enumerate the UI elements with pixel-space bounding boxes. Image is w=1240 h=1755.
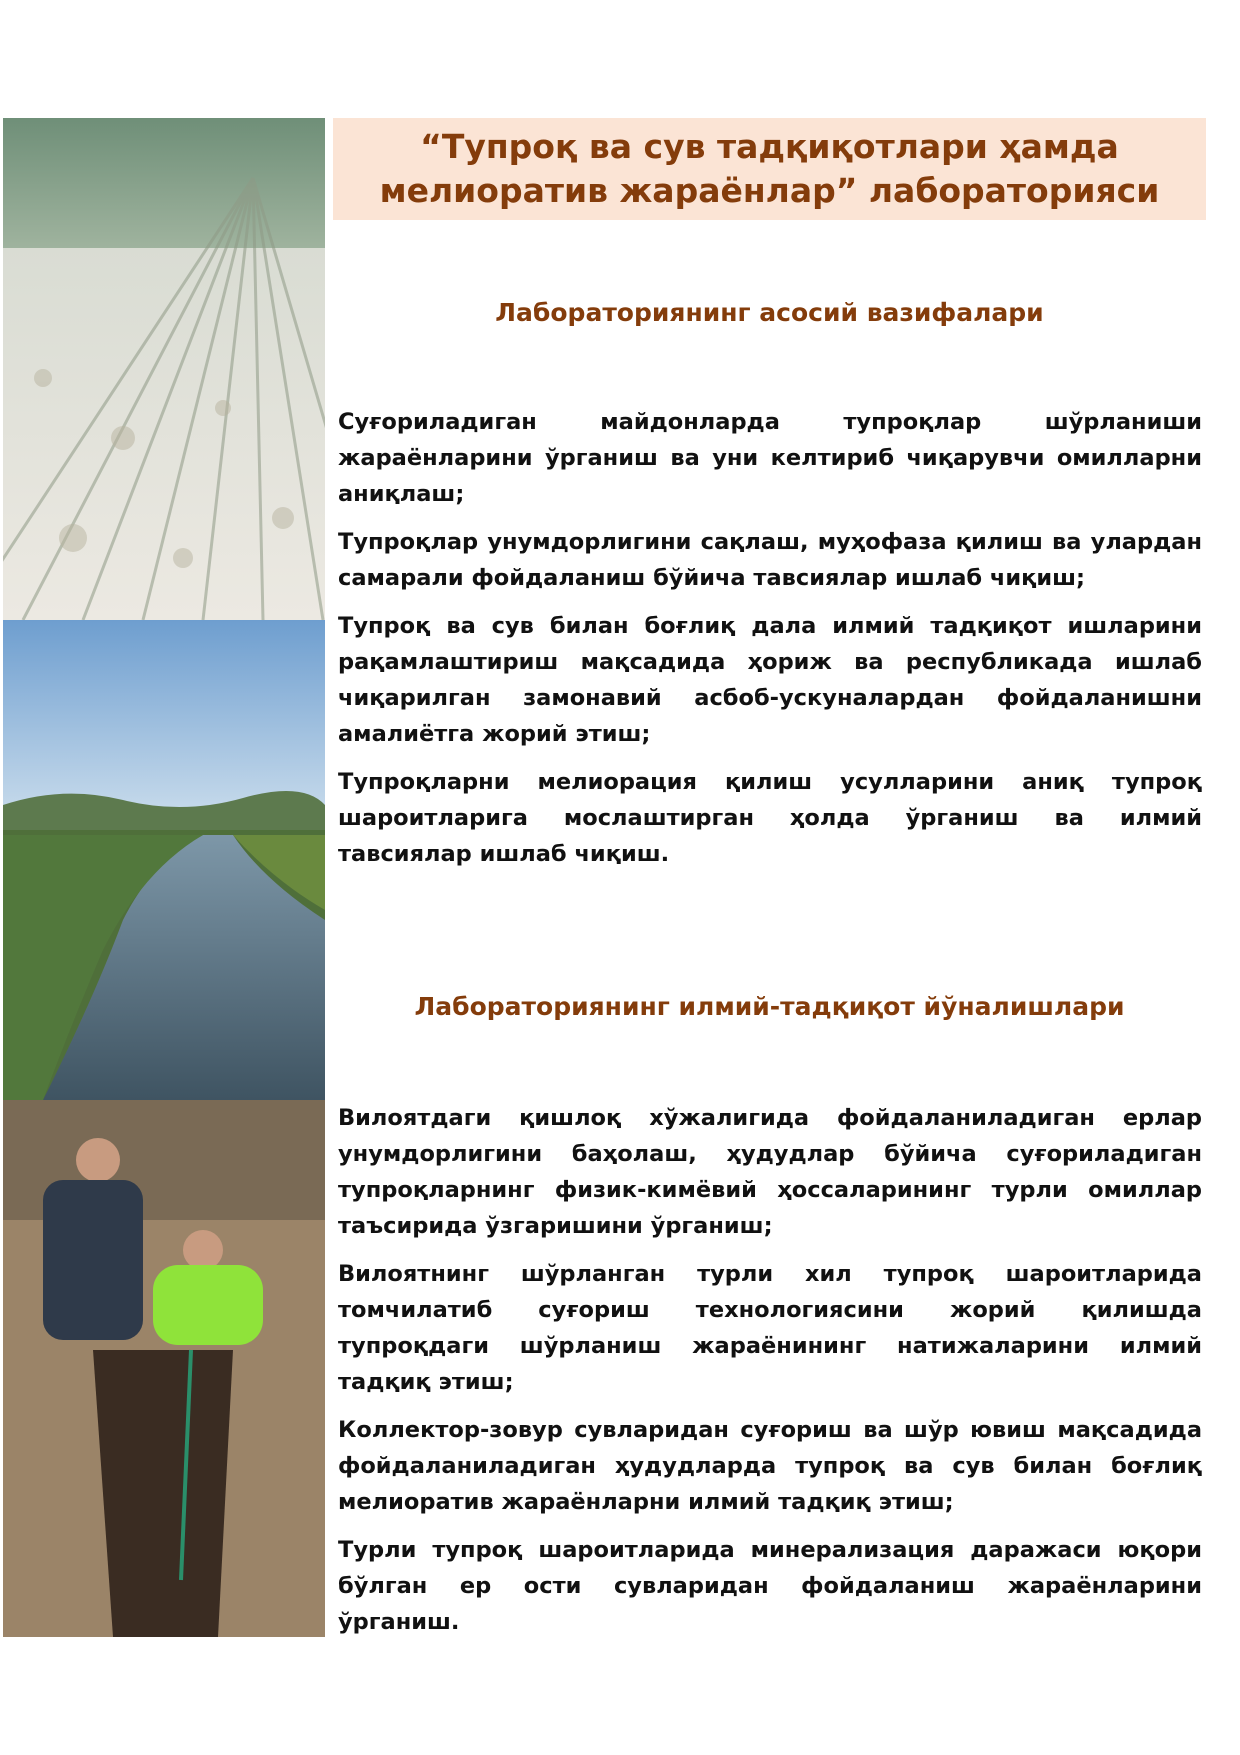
list-item: Суғориладиган майдонларда тупроқлар шўрланиши жараёнларини ўрганиш ва уни келтириб чиқарувчи омилларни аниқлаш;: [338, 409, 1202, 507]
soil-pit-field-research-photo: [3, 1100, 325, 1637]
page-title: “Тупроқ ва сув тадқиқотлари ҳамда мелиоратив жараёнлар” лабораторияси: [379, 127, 1160, 210]
list-item: Вилоятдаги қишлоқ хўжалигида фойдаланиладиган ерлар унумдорлигини баҳолаш, ҳудудлар бўйича суғориладиган тупроқларнинг физик-кимёвий ҳоссаларининг турли омиллар таъсирида ўзгаришини ўрганиш;: [338, 1105, 1202, 1239]
title-banner: [333, 118, 1206, 220]
list-item: Вилоятнинг шўрланган турли хил тупроқ шароитларида томчилатиб суғориш технологиясини жорий қилишда тупроқдаги шўрланиш жараёнининг натижаларини илмий тадқиқ этиш;: [338, 1261, 1202, 1395]
section-heading-main-tasks: Лабораториянинг асосий вазифалари: [495, 298, 1044, 327]
list-item: Тупроқлар унумдорлигини сақлаш, муҳофаза қилиш ва улардан самарали фойдаланиш бўйича тавсиялар ишлаб чиқиш;: [338, 529, 1202, 591]
list-item: Тупроқларни мелиорация қилиш усулларини аниқ тупроқ шароитларига мослаштирган ҳолда ўрганиш ва илмий тавсиялар ишлаб чиқиш.: [338, 769, 1202, 867]
list-item: Коллектор-зовур сувларидан суғориш ва шўр ювиш мақсадида фойдаланиладиган ҳудудларда тупроқ ва сув билан боғлиқ мелиоратив жараёнларни илмий тадқиқ этиш;: [338, 1417, 1202, 1515]
list-item: Тупроқ ва сув билан боғлиқ дала илмий тадқиқот ишларини рақамлаштириш мақсадида ҳориж ва республикада ишлаб чиқарилган замонавий асбоб-ускуналардан фойдаланишни амалиётга жорий этиш;: [338, 613, 1202, 747]
list-item: Турли тупроқ шароитларида минерализация даражаси юқори бўлган ер ости сувларидан фойдаланиш жараёнларини ўрганиш.: [338, 1537, 1202, 1635]
irrigation-canal-photo: [3, 620, 325, 1100]
section-heading-research-directions: Лабораториянинг илмий-тадқиқот йўналишлари: [414, 992, 1125, 1021]
research-directions-list: [338, 1100, 1202, 1652]
salinized-field-photo: [3, 118, 325, 620]
main-tasks-list: [338, 404, 1202, 884]
